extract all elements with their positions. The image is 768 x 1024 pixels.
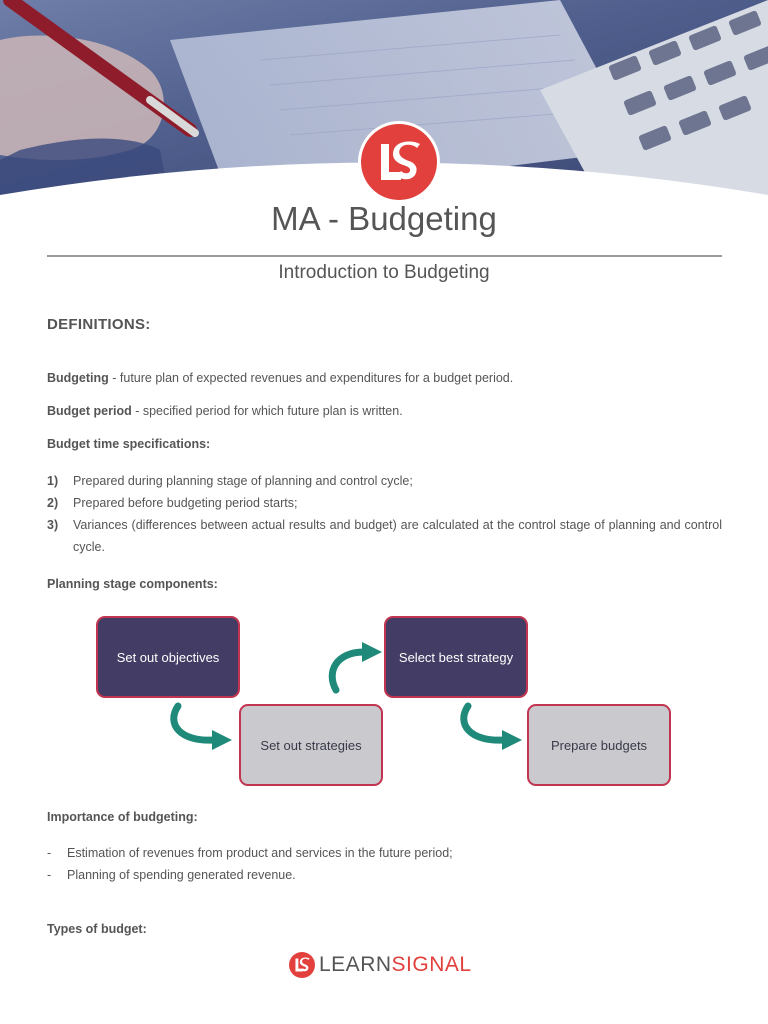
planning-diagram	[96, 616, 672, 790]
list-item	[47, 842, 722, 864]
list-dash: -	[47, 868, 52, 882]
page-subtitle: Introduction to Budgeting	[278, 262, 490, 283]
types-heading: Types of budget:	[47, 922, 147, 936]
definition-text: - specified period for which future plan is written.	[131, 404, 403, 418]
page-title: MA - Budgeting	[271, 200, 497, 237]
definition-budgeting	[47, 370, 722, 386]
list-text: Variances (differences between actual results and budget) are calculated at the control stage of planning and control cycle.	[73, 518, 722, 554]
list-text: Estimation of revenues from product and services in the future period;	[67, 846, 453, 860]
importance-heading: Importance of budgeting:	[47, 810, 198, 824]
list-dash: -	[47, 846, 52, 860]
planning-heading: Planning stage components:	[47, 577, 218, 591]
box-set-out-objectives: Set out objectives	[96, 616, 240, 698]
list-item	[47, 864, 722, 886]
box-select-best-strategy: Select best strategy	[384, 616, 528, 698]
box-set-out-strategies: Set out strategies	[239, 704, 383, 786]
definition-term: Budget period	[47, 404, 132, 418]
definitions-heading: DEFINITIONS:	[47, 316, 151, 333]
title-divider	[47, 255, 722, 257]
time-specs-list	[47, 470, 722, 558]
definition-text: - future plan of expected revenues and expenditures for a budget period.	[108, 371, 514, 385]
curved-arrow-icon	[456, 702, 528, 752]
importance-list	[47, 842, 722, 886]
curved-arrow-icon	[326, 638, 386, 694]
definition-term: Budgeting	[47, 371, 109, 385]
list-text: Planning of spending generated revenue.	[67, 868, 296, 882]
list-item	[47, 492, 722, 514]
brand-logo-icon	[361, 124, 437, 200]
list-number: 1)	[47, 474, 59, 488]
box-prepare-budgets: Prepare budgets	[527, 704, 671, 786]
list-number: 3)	[47, 518, 59, 532]
curved-arrow-icon	[166, 702, 238, 752]
footer-logo-icon	[289, 952, 315, 978]
list-number: 2)	[47, 496, 59, 510]
list-item	[47, 470, 722, 492]
list-text: Prepared during planning stage of planning and control cycle;	[73, 474, 413, 488]
footer-brand-name	[319, 953, 472, 977]
footer-logo	[289, 952, 472, 978]
list-item	[47, 514, 722, 558]
time-specs-heading: Budget time specifications:	[47, 437, 211, 451]
definition-budget-period	[47, 403, 722, 419]
footer-brand-part1: LEARN	[319, 953, 392, 976]
list-text: Prepared before budgeting period starts;	[73, 496, 298, 510]
footer-brand-part2: SIGNAL	[391, 953, 472, 976]
